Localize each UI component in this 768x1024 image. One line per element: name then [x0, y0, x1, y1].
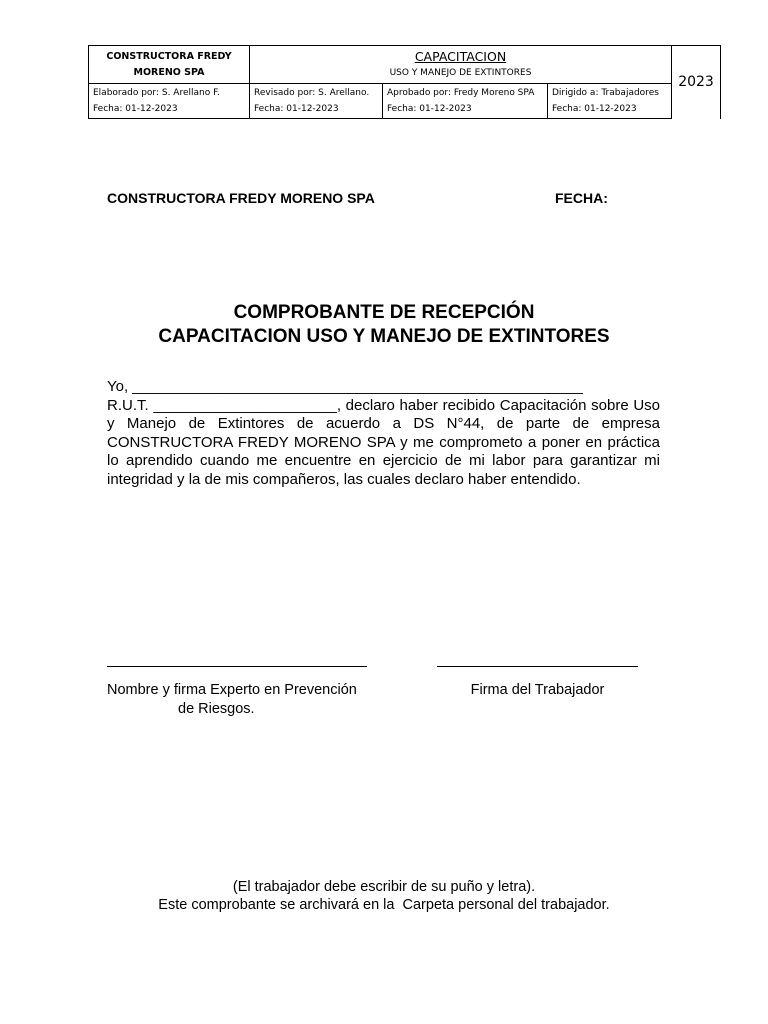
page-title	[0, 301, 768, 349]
title-line1: COMPROBANTE DE RECEPCIÓN	[233, 302, 535, 323]
header-company	[89, 46, 250, 84]
footer-note	[0, 878, 768, 914]
elaborado-by: Elaborado por: S. Arellano F.	[93, 88, 220, 98]
revisado-date: Fecha: 01-12-2023	[254, 104, 339, 114]
fecha-label: FECHA:	[555, 190, 608, 206]
aprobado-date: Fecha: 01-12-2023	[387, 104, 472, 114]
dirigido-date: Fecha: 01-12-2023	[552, 104, 637, 114]
declaration-body	[107, 378, 660, 489]
expert-label-line2: de Riesgos.	[178, 701, 255, 717]
worker-signature-block	[437, 666, 638, 700]
header-revisado	[250, 84, 383, 119]
dirigido-to: Dirigido a: Trabajadores	[552, 88, 659, 98]
revisado-by: Revisado por: S. Arellano.	[254, 88, 370, 98]
header-title-cell	[250, 46, 672, 84]
worker-label: Firma del Trabajador	[470, 682, 605, 698]
header-elaborado	[89, 84, 250, 119]
expert-label-line1: Nombre y firma Experto en Prevención	[107, 682, 357, 698]
header-aprobado	[383, 84, 548, 119]
declaration-paragraph: R.U.T. ______________________, declaro haber recibido Capacitación sobre Uso y Manejo de Extintores de acuerdo a DS N°44, de parte de empresa CONSTRUCTORA FREDY MORENO SPA y me comprometo a poner en práctica lo aprendido cuando me encuentre en ejercicio de mi labor para garantizar mi integridad y la de mis compañeros, las cuales declaro haber entendido.	[107, 396, 660, 488]
name-blank-line: Yo, ______________________________________________________	[107, 378, 583, 395]
title-line2: CAPACITACION USO Y MANEJO DE EXTINTORES	[158, 326, 610, 347]
header-company-line1: CONSTRUCTORA FREDY	[106, 50, 232, 62]
header-year: 2023	[672, 46, 721, 119]
header-company-line2: MORENO SPA	[133, 66, 205, 78]
header-title: CAPACITACION	[414, 48, 507, 64]
expert-signature-block	[107, 666, 367, 719]
header-dirigido	[548, 84, 672, 119]
header-subtitle: USO Y MANEJO DE EXTINTORES	[389, 67, 532, 78]
footer-line2: Este comprobante se archivará en la Carpeta personal del trabajador.	[158, 897, 610, 913]
elaborado-date: Fecha: 01-12-2023	[93, 104, 178, 114]
aprobado-by: Aprobado por: Fredy Moreno SPA	[387, 88, 535, 98]
footer-line1: (El trabajador debe escribir de su puño y letra).	[232, 879, 536, 895]
worker-signature-line	[437, 666, 638, 681]
document-header-table	[88, 45, 721, 119]
expert-signature-line	[107, 666, 367, 681]
company-name: CONSTRUCTORA FREDY MORENO SPA	[107, 190, 375, 206]
